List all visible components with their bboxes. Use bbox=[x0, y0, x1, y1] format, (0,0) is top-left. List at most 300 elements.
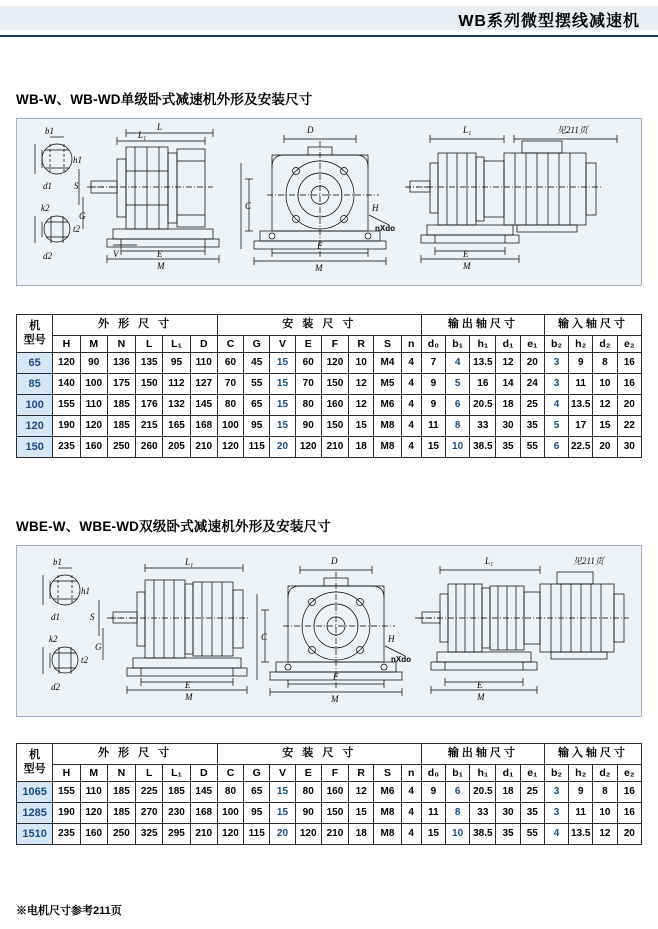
spec1-col-C: C bbox=[217, 335, 243, 352]
spec1-group-header-3: 输入轴尺寸 bbox=[544, 315, 641, 336]
spec2-col-d_1: d₁ bbox=[496, 764, 520, 781]
spec1-row-3-e_1: 35 bbox=[520, 416, 544, 437]
spec1-row-1-M: 100 bbox=[80, 374, 107, 395]
section-title-2: WBE-W、WBE-WD双级卧式减速机外形及安装尺寸 bbox=[16, 519, 331, 534]
spec2-col-L: L bbox=[136, 764, 163, 781]
svg-text:M: M bbox=[185, 692, 193, 702]
spec1-col-d_0: d₀ bbox=[421, 335, 445, 352]
spec1-row-4-V: 20 bbox=[270, 437, 295, 458]
spec1-header-model: 机 型号 bbox=[17, 315, 53, 353]
page-header bbox=[0, 0, 658, 36]
svg-text:d2: d2 bbox=[51, 682, 60, 692]
spec1-col-N: N bbox=[107, 335, 135, 352]
spec1-row-0-G: 45 bbox=[244, 353, 270, 374]
spec2-col-V: V bbox=[270, 764, 295, 781]
spec1-row-4-model: 150 bbox=[17, 437, 53, 458]
spec1-row-2-d_0: 9 bbox=[421, 395, 445, 416]
spec2-row-1-R: 15 bbox=[349, 803, 374, 824]
spec2-row-1-D: 168 bbox=[190, 803, 217, 824]
spec1-row-4-L_1: 205 bbox=[163, 437, 190, 458]
spec1-row-2-L_1: 132 bbox=[163, 395, 190, 416]
spec2-row-0-D: 145 bbox=[190, 782, 217, 803]
spec1-row-2-V: 15 bbox=[270, 395, 295, 416]
spec1-row-1-d_1: 14 bbox=[496, 374, 520, 395]
spec1-row-3-d_2: 15 bbox=[593, 416, 617, 437]
spec2-row-0-F: 160 bbox=[321, 782, 348, 803]
spec1-row-3-N: 185 bbox=[107, 416, 135, 437]
spec1-row-2-b_2: 4 bbox=[544, 395, 568, 416]
spec1-row-3-h_1: 33 bbox=[470, 416, 496, 437]
spec1-row-3-G: 95 bbox=[244, 416, 270, 437]
svg-text:h1: h1 bbox=[81, 586, 90, 596]
spec1-row-0-d_2: 8 bbox=[593, 353, 617, 374]
svg-text:见211页: 见211页 bbox=[573, 556, 604, 566]
spec1-row-0-L: 135 bbox=[136, 353, 163, 374]
spec1-row-3-M: 120 bbox=[80, 416, 107, 437]
spec1-row-2-S: M6 bbox=[374, 395, 401, 416]
spec2-row-1-M: 120 bbox=[80, 803, 107, 824]
spec1-row-1-V: 15 bbox=[270, 374, 295, 395]
spec1-row-1-h_1: 16 bbox=[470, 374, 496, 395]
spec2-col-M: M bbox=[80, 764, 107, 781]
spec1-row-3-V: 15 bbox=[270, 416, 295, 437]
spec1-col-D: D bbox=[190, 335, 217, 352]
spec1-row-1-E: 70 bbox=[295, 374, 321, 395]
spec2-row-2-E: 120 bbox=[295, 824, 321, 845]
spec2-row-2-h_2: 13.5 bbox=[569, 824, 593, 845]
spec1-row-0-n: 4 bbox=[401, 353, 421, 374]
spec1-row-2-h_2: 13.5 bbox=[569, 395, 593, 416]
svg-text:E: E bbox=[157, 249, 163, 259]
spec2-row-1-d_1: 30 bbox=[496, 803, 520, 824]
spec2-row-1-b_2: 3 bbox=[544, 803, 568, 824]
svg-text:t2: t2 bbox=[81, 655, 89, 665]
spec1-col-S: S bbox=[374, 335, 401, 352]
svg-text:S: S bbox=[74, 181, 79, 191]
spec2-col-h_1: h₁ bbox=[470, 764, 496, 781]
spec2-row-0-h_2: 9 bbox=[569, 782, 593, 803]
spec2-row-1-N: 185 bbox=[107, 803, 135, 824]
spec2-row-1-d_2: 10 bbox=[593, 803, 617, 824]
svg-text:H: H bbox=[388, 634, 395, 644]
spec2-row-2-C: 120 bbox=[217, 824, 243, 845]
spec2-row-2-G: 115 bbox=[244, 824, 270, 845]
table-row bbox=[17, 782, 642, 803]
spec1-row-4-e_1: 55 bbox=[520, 437, 544, 458]
spec2-row-0-h_1: 20.5 bbox=[470, 782, 496, 803]
spec1-row-0-S: M4 bbox=[374, 353, 401, 374]
spec1-row-4-D: 210 bbox=[190, 437, 217, 458]
spec1-col-M: M bbox=[80, 335, 107, 352]
spec1-row-4-h_2: 22.5 bbox=[569, 437, 593, 458]
svg-text:C: C bbox=[245, 201, 252, 211]
spec2-row-1-V: 15 bbox=[270, 803, 295, 824]
spec1-row-1-e_2: 16 bbox=[617, 374, 641, 395]
spec1-row-2-C: 80 bbox=[217, 395, 243, 416]
spec2-group-header-0: 外 形 尺 寸 bbox=[53, 744, 218, 765]
spec2-row-2-N: 250 bbox=[107, 824, 135, 845]
spec1-row-4-F: 210 bbox=[321, 437, 348, 458]
spec1-col-H: H bbox=[53, 335, 80, 352]
table-row bbox=[17, 353, 642, 374]
spec2-row-0-M: 110 bbox=[80, 782, 107, 803]
spec2-row-0-L_1: 185 bbox=[163, 782, 190, 803]
spec1-col-h_2: h₂ bbox=[569, 335, 593, 352]
spec1-row-2-R: 12 bbox=[349, 395, 374, 416]
spec2-row-0-model: 1065 bbox=[17, 782, 53, 803]
double-stage-diagram bbox=[17, 546, 643, 718]
spec1-row-3-d_0: 11 bbox=[421, 416, 445, 437]
spec2-row-1-b_1: 8 bbox=[445, 803, 469, 824]
page-title: WB系列微型摆线减速机 bbox=[458, 13, 640, 30]
spec1-row-3-H: 190 bbox=[53, 416, 80, 437]
table-row bbox=[17, 803, 642, 824]
svg-text:D: D bbox=[307, 125, 314, 135]
spec1-row-4-L: 260 bbox=[136, 437, 163, 458]
spec2-row-2-b_1: 10 bbox=[445, 824, 469, 845]
spec1-row-1-N: 175 bbox=[107, 374, 135, 395]
spec-table-single-stage bbox=[16, 314, 642, 458]
spec2-row-1-n: 4 bbox=[401, 803, 421, 824]
svg-text:E: E bbox=[185, 680, 191, 690]
spec1-row-0-M: 90 bbox=[80, 353, 107, 374]
spec1-row-1-e_1: 24 bbox=[520, 374, 544, 395]
svg-text:E: E bbox=[463, 249, 469, 259]
spec1-row-0-V: 15 bbox=[270, 353, 295, 374]
spec1-row-2-E: 80 bbox=[295, 395, 321, 416]
spec1-row-3-C: 100 bbox=[217, 416, 243, 437]
svg-text:M: M bbox=[157, 261, 165, 271]
spec1-row-1-G: 55 bbox=[244, 374, 270, 395]
spec1-col-b_2: b₂ bbox=[544, 335, 568, 352]
spec1-row-0-R: 10 bbox=[349, 353, 374, 374]
spec2-header-model: 机 型号 bbox=[17, 744, 53, 782]
spec1-col-R: R bbox=[349, 335, 374, 352]
table-row bbox=[17, 437, 642, 458]
svg-text:M: M bbox=[331, 694, 339, 704]
spec1-row-0-model: 65 bbox=[17, 353, 53, 374]
spec1-row-3-h_2: 17 bbox=[569, 416, 593, 437]
spec2-col-C: C bbox=[217, 764, 243, 781]
spec2-row-2-model: 1510 bbox=[17, 824, 53, 845]
spec2-row-1-S: M8 bbox=[374, 803, 401, 824]
spec2-row-2-n: 4 bbox=[401, 824, 421, 845]
spec1-row-0-E: 60 bbox=[295, 353, 321, 374]
spec2-col-d_2: d₂ bbox=[593, 764, 617, 781]
spec2-col-d_0: d₀ bbox=[421, 764, 445, 781]
svg-text:nXdo: nXdo bbox=[391, 655, 411, 664]
spec1-row-3-L: 215 bbox=[136, 416, 163, 437]
spec2-row-1-e_2: 16 bbox=[617, 803, 641, 824]
spec-table-double-stage bbox=[16, 743, 642, 845]
svg-text:d1: d1 bbox=[51, 612, 60, 622]
spec1-row-2-n: 4 bbox=[401, 395, 421, 416]
spec1-row-0-h_1: 13.5 bbox=[470, 353, 496, 374]
svg-text:G: G bbox=[95, 642, 102, 652]
spec2-col-n: n bbox=[401, 764, 421, 781]
spec2-row-0-e_2: 16 bbox=[617, 782, 641, 803]
table-row bbox=[17, 824, 642, 845]
spec2-row-0-b_1: 6 bbox=[445, 782, 469, 803]
spec1-row-2-M: 110 bbox=[80, 395, 107, 416]
drawing-panel-single-stage bbox=[16, 118, 642, 286]
table-row bbox=[17, 416, 642, 437]
spec1-col-b_1: b₁ bbox=[445, 335, 469, 352]
spec2-row-0-L: 225 bbox=[136, 782, 163, 803]
spec1-col-V: V bbox=[270, 335, 295, 352]
spec1-row-0-N: 136 bbox=[107, 353, 135, 374]
svg-text:V: V bbox=[113, 249, 119, 259]
spec1-col-h_1: h₁ bbox=[470, 335, 496, 352]
spec1-row-3-n: 4 bbox=[401, 416, 421, 437]
spec2-row-0-N: 185 bbox=[107, 782, 135, 803]
spec2-col-E: E bbox=[295, 764, 321, 781]
svg-text:d1: d1 bbox=[43, 181, 52, 191]
svg-text:E: E bbox=[477, 680, 483, 690]
spec1-row-4-d_1: 35 bbox=[496, 437, 520, 458]
spec2-col-R: R bbox=[349, 764, 374, 781]
spec2-row-0-S: M6 bbox=[374, 782, 401, 803]
spec2-row-1-F: 150 bbox=[321, 803, 348, 824]
spec1-row-2-e_1: 25 bbox=[520, 395, 544, 416]
svg-text:F: F bbox=[333, 672, 339, 682]
table-row bbox=[17, 395, 642, 416]
spec2-col-N: N bbox=[107, 764, 135, 781]
spec1-row-0-h_2: 9 bbox=[569, 353, 593, 374]
spec2-col-h_2: h₂ bbox=[569, 764, 593, 781]
svg-text:G: G bbox=[79, 211, 86, 221]
svg-text:nXdo: nXdo bbox=[375, 224, 395, 233]
svg-text:见211页: 见211页 bbox=[557, 125, 588, 135]
spec1-row-1-d_0: 9 bbox=[421, 374, 445, 395]
svg-text:M: M bbox=[315, 263, 323, 273]
spec1-row-4-H: 235 bbox=[53, 437, 80, 458]
spec1-row-3-L_1: 165 bbox=[163, 416, 190, 437]
spec1-row-0-F: 120 bbox=[321, 353, 348, 374]
spec2-row-2-H: 235 bbox=[53, 824, 80, 845]
spec1-row-0-e_1: 20 bbox=[520, 353, 544, 374]
svg-text:L: L bbox=[157, 122, 163, 132]
table-row bbox=[17, 374, 642, 395]
spec2-row-1-L: 270 bbox=[136, 803, 163, 824]
spec2-row-0-R: 12 bbox=[349, 782, 374, 803]
spec1-col-L_1: L₁ bbox=[163, 335, 190, 352]
spec1-row-2-d_1: 18 bbox=[496, 395, 520, 416]
spec2-group-header-1: 安 装 尺 寸 bbox=[217, 744, 421, 765]
spec2-col-F: F bbox=[321, 764, 348, 781]
spec2-row-2-e_1: 55 bbox=[520, 824, 544, 845]
svg-text:t2: t2 bbox=[73, 224, 81, 234]
spec1-row-3-b_2: 5 bbox=[544, 416, 568, 437]
spec1-row-1-S: M5 bbox=[374, 374, 401, 395]
spec2-row-2-R: 18 bbox=[349, 824, 374, 845]
svg-text:S: S bbox=[90, 612, 95, 622]
spec1-row-1-H: 140 bbox=[53, 374, 80, 395]
spec1-row-3-model: 120 bbox=[17, 416, 53, 437]
spec2-row-1-h_2: 11 bbox=[569, 803, 593, 824]
spec1-group-header-1: 安 装 尺 寸 bbox=[217, 315, 421, 336]
spec1-row-4-N: 250 bbox=[107, 437, 135, 458]
spec2-row-0-V: 15 bbox=[270, 782, 295, 803]
spec1-row-1-R: 12 bbox=[349, 374, 374, 395]
spec1-row-3-d_1: 30 bbox=[496, 416, 520, 437]
spec1-row-2-L: 176 bbox=[136, 395, 163, 416]
spec2-row-2-h_1: 38.5 bbox=[470, 824, 496, 845]
spec1-col-d_2: d₂ bbox=[593, 335, 617, 352]
spec2-col-b_2: b₂ bbox=[544, 764, 568, 781]
spec1-row-1-b_2: 3 bbox=[544, 374, 568, 395]
spec1-row-1-model: 85 bbox=[17, 374, 53, 395]
spec1-row-4-n: 4 bbox=[401, 437, 421, 458]
spec1-row-0-L_1: 95 bbox=[163, 353, 190, 374]
spec1-row-1-D: 127 bbox=[190, 374, 217, 395]
spec2-row-2-d_0: 15 bbox=[421, 824, 445, 845]
spec2-row-0-b_2: 3 bbox=[544, 782, 568, 803]
spec1-row-4-b_1: 10 bbox=[445, 437, 469, 458]
spec1-group-header-0: 外 形 尺 寸 bbox=[53, 315, 218, 336]
spec2-row-1-h_1: 33 bbox=[470, 803, 496, 824]
spec2-col-e_2: e₂ bbox=[617, 764, 641, 781]
spec1-row-2-h_1: 20.5 bbox=[470, 395, 496, 416]
svg-text:M: M bbox=[463, 261, 471, 271]
spec1-row-2-b_1: 6 bbox=[445, 395, 469, 416]
spec1-row-3-E: 90 bbox=[295, 416, 321, 437]
spec1-row-1-b_1: 5 bbox=[445, 374, 469, 395]
drawing-panel-double-stage bbox=[16, 545, 642, 717]
spec2-col-S: S bbox=[374, 764, 401, 781]
spec2-row-2-e_2: 20 bbox=[617, 824, 641, 845]
spec2-row-1-E: 90 bbox=[295, 803, 321, 824]
spec1-col-G: G bbox=[244, 335, 270, 352]
spec2-row-0-G: 65 bbox=[244, 782, 270, 803]
spec1-row-4-C: 120 bbox=[217, 437, 243, 458]
single-stage-diagram bbox=[17, 119, 643, 287]
spec2-row-0-n: 4 bbox=[401, 782, 421, 803]
spec2-row-0-d_2: 8 bbox=[593, 782, 617, 803]
spec1-row-0-D: 110 bbox=[190, 353, 217, 374]
spec1-col-E: E bbox=[295, 335, 321, 352]
spec2-group-header-3: 输入轴尺寸 bbox=[544, 744, 641, 765]
spec1-row-3-b_1: 8 bbox=[445, 416, 469, 437]
spec1-group-header-2: 输出轴尺寸 bbox=[421, 315, 544, 336]
spec1-row-3-D: 168 bbox=[190, 416, 217, 437]
svg-text:b1: b1 bbox=[45, 126, 54, 136]
svg-text:L₁: L₁ bbox=[185, 557, 194, 567]
spec2-row-0-e_1: 25 bbox=[520, 782, 544, 803]
spec2-col-e_1: e₁ bbox=[520, 764, 544, 781]
spec2-row-1-C: 100 bbox=[217, 803, 243, 824]
spec1-row-2-model: 100 bbox=[17, 395, 53, 416]
spec1-row-1-C: 70 bbox=[217, 374, 243, 395]
spec1-col-F: F bbox=[321, 335, 348, 352]
spec2-row-1-L_1: 230 bbox=[163, 803, 190, 824]
spec1-row-2-e_2: 20 bbox=[617, 395, 641, 416]
svg-text:H: H bbox=[372, 203, 379, 213]
spec2-row-1-G: 95 bbox=[244, 803, 270, 824]
spec1-row-1-h_2: 11 bbox=[569, 374, 593, 395]
svg-text:C: C bbox=[261, 632, 268, 642]
svg-text:L₁: L₁ bbox=[138, 130, 147, 140]
spec1-row-4-M: 160 bbox=[80, 437, 107, 458]
svg-text:k2: k2 bbox=[49, 634, 58, 644]
spec2-col-G: G bbox=[244, 764, 270, 781]
spec1-row-3-R: 15 bbox=[349, 416, 374, 437]
svg-text:b1: b1 bbox=[53, 557, 62, 567]
spec2-row-0-H: 155 bbox=[53, 782, 80, 803]
spec1-row-4-b_2: 6 bbox=[544, 437, 568, 458]
spec1-row-2-D: 145 bbox=[190, 395, 217, 416]
spec2-col-L_1: L₁ bbox=[163, 764, 190, 781]
spec2-row-2-d_2: 12 bbox=[593, 824, 617, 845]
spec1-col-d_1: d₁ bbox=[496, 335, 520, 352]
spec2-row-2-M: 160 bbox=[80, 824, 107, 845]
spec2-row-0-d_0: 9 bbox=[421, 782, 445, 803]
spec1-row-1-L: 150 bbox=[136, 374, 163, 395]
spec1-row-0-d_1: 12 bbox=[496, 353, 520, 374]
spec2-row-2-b_2: 4 bbox=[544, 824, 568, 845]
spec1-row-2-G: 65 bbox=[244, 395, 270, 416]
spec1-row-3-F: 150 bbox=[321, 416, 348, 437]
spec1-col-e_2: e₂ bbox=[617, 335, 641, 352]
svg-text:L₁: L₁ bbox=[485, 556, 494, 566]
spec1-row-4-d_2: 20 bbox=[593, 437, 617, 458]
section-title-1: WB-W、WB-WD单级卧式减速机外形及安装尺寸 bbox=[16, 92, 313, 107]
spec1-row-2-F: 160 bbox=[321, 395, 348, 416]
spec2-row-0-E: 80 bbox=[295, 782, 321, 803]
spec1-row-3-S: M8 bbox=[374, 416, 401, 437]
spec2-col-D: D bbox=[190, 764, 217, 781]
spec1-row-4-h_1: 38.5 bbox=[470, 437, 496, 458]
spec1-row-0-b_2: 3 bbox=[544, 353, 568, 374]
spec1-row-1-F: 150 bbox=[321, 374, 348, 395]
svg-text:D: D bbox=[331, 556, 338, 566]
header-rule bbox=[0, 35, 658, 37]
spec2-group-header-2: 输出轴尺寸 bbox=[421, 744, 544, 765]
spec1-row-4-E: 120 bbox=[295, 437, 321, 458]
spec1-col-n: n bbox=[401, 335, 421, 352]
spec1-col-L: L bbox=[136, 335, 163, 352]
svg-text:d2: d2 bbox=[43, 251, 52, 261]
svg-text:M: M bbox=[477, 692, 485, 702]
spec1-col-e_1: e₁ bbox=[520, 335, 544, 352]
spec2-row-0-C: 80 bbox=[217, 782, 243, 803]
footnote: ※电机尺寸参考211页 bbox=[16, 905, 122, 917]
spec1-row-4-d_0: 15 bbox=[421, 437, 445, 458]
svg-text:L₁: L₁ bbox=[463, 125, 472, 135]
spec1-row-0-C: 60 bbox=[217, 353, 243, 374]
spec1-row-1-d_2: 10 bbox=[593, 374, 617, 395]
spec1-row-0-H: 120 bbox=[53, 353, 80, 374]
spec2-row-2-D: 210 bbox=[190, 824, 217, 845]
spec1-row-4-S: M8 bbox=[374, 437, 401, 458]
spec1-row-4-G: 115 bbox=[244, 437, 270, 458]
spec2-row-2-d_1: 35 bbox=[496, 824, 520, 845]
spec1-row-0-e_2: 16 bbox=[617, 353, 641, 374]
svg-text:h1: h1 bbox=[73, 155, 82, 165]
spec2-row-2-L_1: 295 bbox=[163, 824, 190, 845]
spec1-row-2-d_2: 12 bbox=[593, 395, 617, 416]
spec1-row-2-N: 185 bbox=[107, 395, 135, 416]
spec1-row-1-n: 4 bbox=[401, 374, 421, 395]
svg-text:k2: k2 bbox=[41, 203, 50, 213]
spec1-row-3-e_2: 22 bbox=[617, 416, 641, 437]
spec2-row-1-H: 190 bbox=[53, 803, 80, 824]
spec1-row-2-H: 155 bbox=[53, 395, 80, 416]
spec1-row-4-R: 18 bbox=[349, 437, 374, 458]
spec2-row-1-model: 1285 bbox=[17, 803, 53, 824]
svg-text:F: F bbox=[317, 241, 323, 251]
spec2-row-1-d_0: 11 bbox=[421, 803, 445, 824]
